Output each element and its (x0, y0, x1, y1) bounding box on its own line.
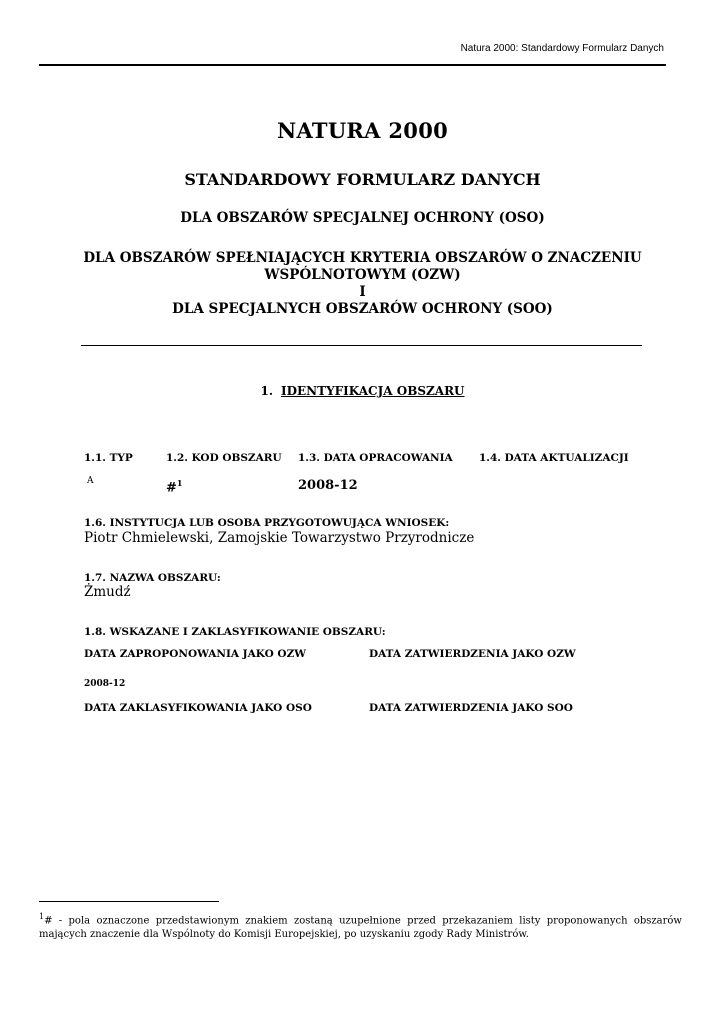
data-zatwierdzenia-soo-label: DATA ZATWIERDZENIA JAKO SOO (369, 702, 573, 714)
title-divider (81, 345, 642, 346)
kod-value-text: # (166, 480, 177, 496)
subtitle-line: DLA OBSZARÓW SPEŁNIAJĄCYCH KRYTERIA OBSZARÓW O ZNACZENIU (83, 250, 642, 266)
data-zatwierdzenia-ozw-label: DATA ZATWIERDZENIA JAKO OZW (369, 648, 576, 660)
data-zaproponowania-label: DATA ZAPROPONOWANIA JAKO OZW (84, 648, 307, 660)
document-title: NATURA 2000 (276, 118, 449, 143)
data-opracowania-label: 1.3. DATA OPRACOWANIA (298, 452, 453, 464)
instytucja-label: 1.6. INSTYTUCJA LUB OSOBA PRZYGOTOWUJĄCA WNIOSEK: (84, 517, 450, 529)
instytucja-value: Piotr Chmielewski, Zamojskie Towarzystwo Przyrodnicze (84, 530, 475, 546)
document-subtitle-oso: DLA OBSZARÓW SPECJALNEJ OCHRONY (OSO) (180, 210, 545, 226)
kod-value (166, 478, 182, 495)
document-subtitle-ozw-soo (0, 250, 725, 318)
kod-label: 1.2. KOD OBSZARU (166, 452, 282, 464)
document-subtitle: STANDARDOWY FORMULARZ DANYCH (184, 170, 541, 189)
wskazane-label: 1.8. WSKAZANE I ZAKLASYFIKOWANIE OBSZARU: (84, 626, 386, 638)
header-divider (39, 64, 666, 66)
data-opracowania-value: 2008-12 (298, 478, 358, 493)
typ-value: A (87, 476, 94, 486)
subtitle-line: I (359, 284, 366, 300)
footnote-divider (39, 901, 219, 902)
section-heading (0, 384, 725, 398)
section-number: 1. (260, 384, 273, 398)
data-zaproponowania-value: 2008-12 (84, 679, 126, 689)
running-header: Natura 2000: Standardowy Formularz Danych (460, 43, 664, 54)
section-label: IDENTYFIKACJA OBSZARU (281, 384, 465, 398)
footnote (39, 910, 682, 942)
subtitle-line: DLA SPECJALNYCH OBSZARÓW OCHRONY (SOO) (172, 301, 553, 317)
subtitle-line: WSPÓLNOTOWYM (OZW) (264, 267, 461, 283)
data-aktualizacji-label: 1.4. DATA AKTUALIZACJI (479, 452, 629, 464)
data-zaklasyfikowania-label: DATA ZAKLASYFIKOWANIA JAKO OSO (84, 702, 312, 714)
nazwa-label: 1.7. NAZWA OBSZARU: (84, 572, 221, 584)
footnote-ref: 1 (176, 478, 183, 488)
footnote-marker: 1 (39, 912, 45, 921)
nazwa-value: Żmudź (84, 584, 131, 600)
footnote-text: # - pola oznaczone przedstawionym znakiem zostaną uzupełnione przed przekazaniem listy proponowanych obszarów mających znaczenie dla Wspólnoty do Komisji Europejskiej, po uzyskaniu zgody Rady Ministrów. (39, 915, 682, 941)
typ-label: 1.1. TYP (84, 452, 133, 464)
